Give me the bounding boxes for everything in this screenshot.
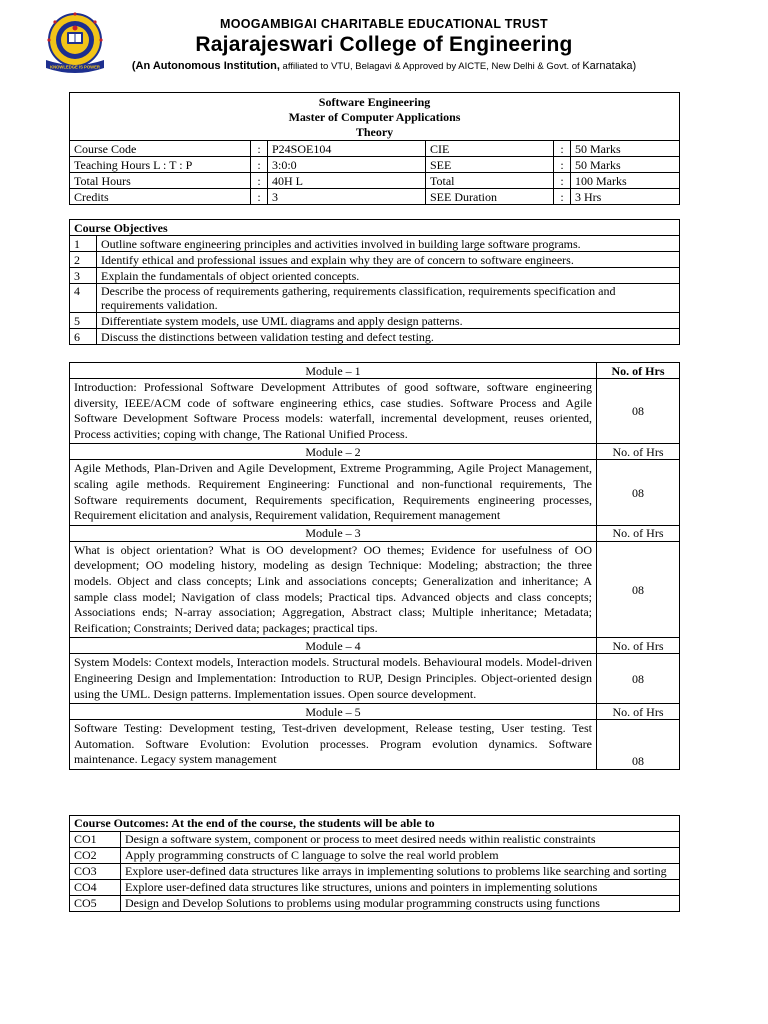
college-affiliation: (An Autonomous Institution, affiliated to VTU, Belagavi & Approved by AICTE, New Delhi & Govt. of Karnataka) bbox=[131, 60, 637, 72]
course-outcomes-table bbox=[69, 815, 680, 912]
module-header: Module – 4 No. of Hrs bbox=[70, 638, 680, 654]
module-body: Agile Methods, Plan-Driven and Agile Development, Extreme Programming, Agile Project Management, scaling agile methods. Requirement Engineering: Functional and non-functional requirements, The Software requirements document, Requirements specification, Requirements engineering processes, Requirement elicitation and analysis, Requirement validation, Requirement management 08 bbox=[70, 460, 680, 525]
course-title-block bbox=[70, 93, 680, 141]
objective-row: 4 Describe the process of requirements gathering, requirements classification, requirements specification and requirements validation. bbox=[70, 284, 680, 313]
outcome-row: CO5 Design and Develop Solutions to problems using modular programming constructs using functions bbox=[70, 896, 680, 912]
module-header: Module – 2 No. of Hrs bbox=[70, 444, 680, 460]
module-header: Module – 5 No. of Hrs bbox=[70, 704, 680, 720]
module-header: Module – 3 No. of Hrs bbox=[70, 525, 680, 541]
module-header: Module – 1 No. of Hrs bbox=[70, 363, 680, 379]
outcome-row: CO1 Design a software system, component or process to meet desired needs within realistic constraints bbox=[70, 832, 680, 848]
outcome-row: CO3 Explore user-defined data structures like arrays in implementing solutions to problems like searching and sorting bbox=[70, 864, 680, 880]
trust-name: MOOGAMBIGAI CHARITABLE EDUCATIONAL TRUST bbox=[220, 17, 548, 31]
module-body: Introduction: Professional Software Development Attributes of good software, software engineering diversity, IEEE/ACM code of software engineering ethics, case studies. Software Process and Agile Software Development Software Process models: waterfall, incremental development, reuses oriented, Process activities; coping with change, The Rational Unified Process. 08 bbox=[70, 379, 680, 444]
module-body: What is object orientation? What is OO development? OO themes; Evidence for usefulness of OO development; OO modeling history, modeling as design Technique: Modeling; abstraction; the three models. Object and class concepts; Link and associations concepts; Generalization and inheritance; A sample class model; Navigation of class models; Practical tips. Advanced objects and class concepts; Associations ends; N-array association; Aggregation, Abstract class; Multiple inheritance; Metadata; Reification; Constraints; Derived data; packages; practical tips. 08 bbox=[70, 541, 680, 638]
outcome-row: CO4 Explore user-defined data structures like structures, unions and pointers in implementing solutions bbox=[70, 880, 680, 896]
objective-row: 2 Identify ethical and professional issues and explain why they are of concern to software engineers. bbox=[70, 252, 680, 268]
outcome-row: CO2 Apply programming constructs of C language to solve the real world problem bbox=[70, 848, 680, 864]
course-title: Software Engineering bbox=[318, 95, 431, 109]
course-row: Credits : 3 SEE Duration : 3 Hrs bbox=[70, 189, 680, 205]
objective-row: 3 Explain the fundamentals of object oriented concepts. bbox=[70, 268, 680, 284]
objective-row: 5 Differentiate system models, use UML diagrams and apply design patterns. bbox=[70, 313, 680, 329]
objective-row: 6 Discuss the distinctions between validation testing and defect testing. bbox=[70, 329, 680, 345]
college-name: Rajarajeswari College of Engineering bbox=[195, 33, 573, 56]
course-row: Total Hours : 40H L Total : 100 Marks bbox=[70, 173, 680, 189]
outcomes-heading: Course Outcomes: At the end of the course, the students will be able to bbox=[70, 816, 680, 832]
objective-row: 1 Outline software engineering principles and activities involved in building large software programs. bbox=[70, 236, 680, 252]
objectives-heading: Course Objectives bbox=[70, 220, 680, 236]
module-body: System Models: Context models, Interaction models. Structural models. Behavioural models. Model-driven Engineering Design and Implementation: Introduction to RUP, Design Principles. Object-oriented design using the UML. Design patterns. Implementation issues. Open source development. 08 bbox=[70, 654, 680, 704]
modules-table bbox=[69, 362, 680, 770]
course-type: Theory bbox=[355, 125, 394, 139]
course-details-table bbox=[69, 92, 680, 205]
course-objectives-table bbox=[69, 219, 680, 345]
module-body: Software Testing: Development testing, Test-driven development, Release testing, User testing. Test Automation. Software Evolution: Evolution processes. Program evolution dynamics. Software maintenance. Legacy system management 08 bbox=[70, 720, 680, 770]
svg-text:KNOWLEDGE IS POWER: KNOWLEDGE IS POWER bbox=[50, 64, 100, 70]
program-name: Master of Computer Applications bbox=[288, 110, 461, 124]
course-row: Teaching Hours L : T : P : 3:0:0 SEE : 50 Marks bbox=[70, 157, 680, 173]
course-row: Course Code : P24SOE104 CIE : 50 Marks bbox=[70, 141, 680, 157]
